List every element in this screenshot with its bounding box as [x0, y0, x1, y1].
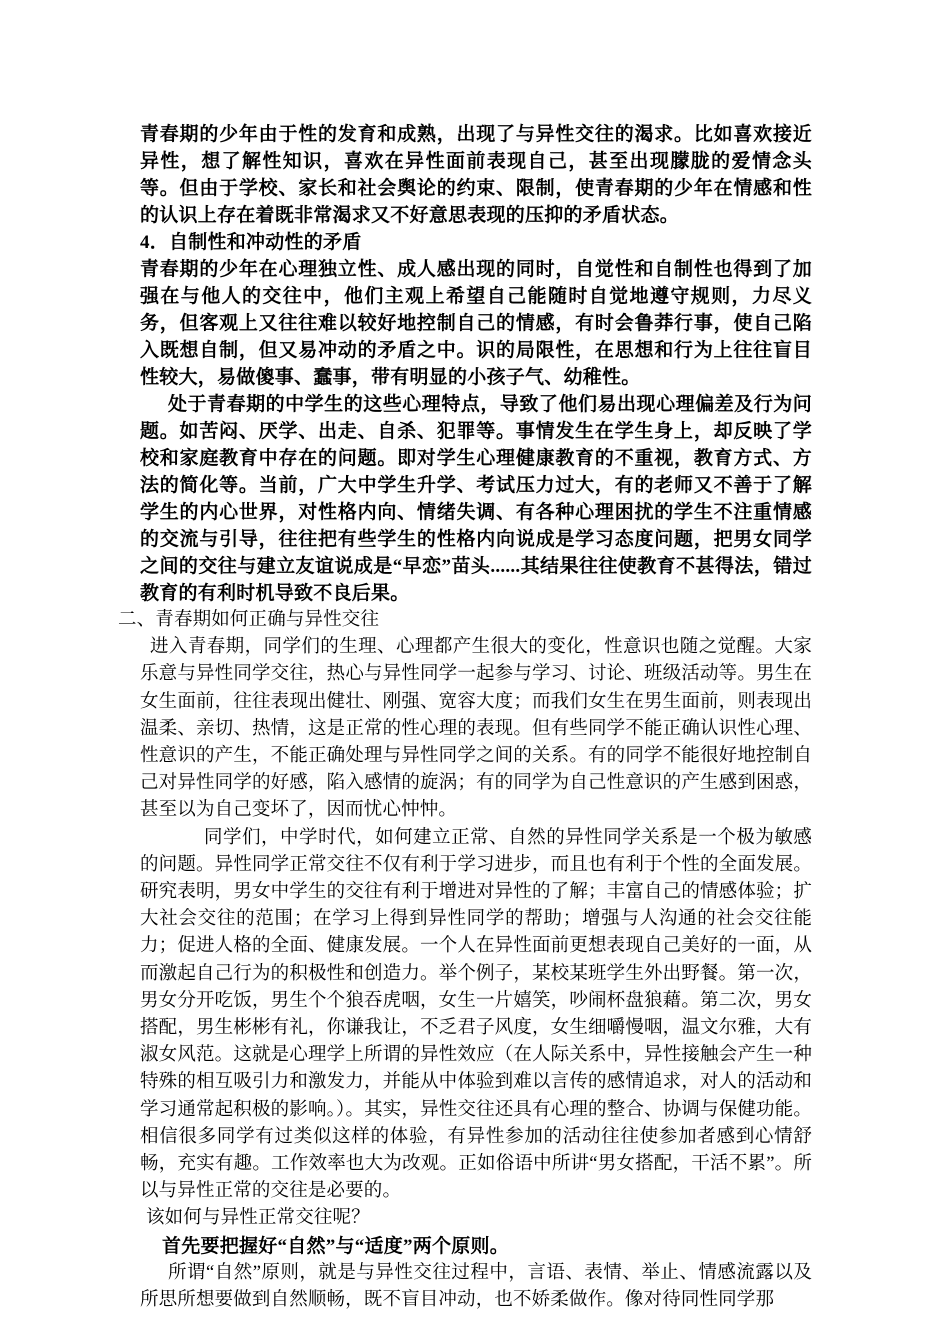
paragraph-classmates: 同学们，中学时代，如何建立正常、自然的异性同学关系是一个极为敏感的问题。异性同学正常交往不仅有利于学习进步，而且也有利于个性的全面发展。研究表明，男女中学生的交往有利于增进对异性的了解；丰富自己的情感体验；扩大社会交往的范围；在学习上得到异性同学的帮助；增强与人沟通的社会交往能力；促进人格的全面、健康发展。一个人在异性面前更想表现自己美好的一面，从而激起自己行为的积极性和创造力。举个例子，某校某班学生外出野餐。第一次，男女分开吃饭，男生个个狼吞虎咽，女生一片嬉笑，吵闹杯盘狼藉。第二次，男女搭配，男生彬彬有礼，你谦我让，不乏君子风度，女生细嚼慢咽，温文尔雅，大有淑女风范。这就是心理学上所谓的异性效应（在人际关系中，异性接触会产生一种特殊的相互吸引力和激发力，并能从中体验到难以言传的感情追求，对人的活动和学习通常起积极的影响。）。其实，异性交往还具有心理的整合、协调与保健功能。相信很多同学有过类似这样的体验，有异性参加的活动往往使参加者感到心情舒畅，充实有趣。工作效率也大为改观。正如俗语中所讲“男女搭配，干活不累”。所以与异性正常的交往是必要的。 — [140, 827, 812, 1202]
question-line: 该如何与异性正常交往呢？ — [146, 1208, 370, 1229]
paragraph-entering-puberty: 进入青春期，同学们的生理、心理都产生很大的变化，性意识也随之觉醒。大家乐意与异性同学交往，热心与异性同学一起参与学习、讨论、班级活动等。男生在女生面前，往往表现出健壮、刚强、宽容大度；而我们女生在男生面前，则表现出温柔、亲切、热情，这是正常的性心理的表现。但有些同学不能正确认识性心理、性意识的产生，不能正确处理与异性同学之间的关系。有的同学不能很好地控制自己对异性同学的好感，陷入感情的旋涡；有的同学为自己性意识的产生感到困惑，甚至以为自己变坏了，因而忧心忡忡。 — [140, 637, 812, 821]
paragraph-desire: 青春期的少年由于性的发育和成熟，出现了与异性交往的渴求。比如喜欢接近异性，想了解性知识，喜欢在异性面前表现自己，甚至出现朦胧的爱情念头等。但由于学校、家长和社会舆论的约束、限制，使青春期的少年在情感和性的认识上存在着既非常渴求又不好意思表现的压抑的矛盾状态。 — [140, 124, 812, 226]
paragraph-self-control: 青春期的少年在心理独立性、成人感出现的同时，自觉性和自制性也得到了加强在与他人的交往中，他们主观上希望自己能随时自觉地遵守规则，力尽义务，但客观上又往往难以较好地控制自己的情感，有时会鲁莽行事，使自己陷入既想自制，但又易冲动的矛盾之中。识的局限性，在思想和行为上往往盲目性较大，易做傻事、蠢事，带有明显的小孩子气、幼稚性。 — [140, 259, 812, 388]
paragraph-natural-principle: 所谓“自然”原则，就是与异性交往过程中，言语、表情、举止、情感流露以及所思所想要做到自然顺畅，既不盲目冲动，也不娇柔做作。像对待同性同学那 — [140, 1262, 812, 1310]
heading-self-control: 4．自制性和冲动性的矛盾 — [140, 232, 362, 253]
section-heading-2: 二、青春期如何正确与异性交往 — [118, 610, 380, 630]
principle-heading: 首先要把握好“自然”与“适度”两个原则。 — [162, 1235, 510, 1257]
document-body — [118, 121, 812, 1314]
paragraph-problems: 处于青春期的中学生的这些心理特点，导致了他们易出现心理偏差及行为问题。如苦闷、厌学、出走、自杀、犯罪等。事情发生在学生身上，却反映了学校和家庭教育中存在的问题。即对学生心理健康教育的不重视，教育方式、方法的简化等。当前，广大中学生升学、考试压力过大，有的老师又不善于了解学生的内心世界，对性格内向、情绪失调、有各种心理困扰的学生不注重情感的交流与引导，往往把有些学生的性格内向说成是学习态度问题，把男女同学之间的交往与建立友谊说成是“早恋”苗头......其结果往往使教育不甚得法，错过教育的有利时机导致不良后果。 — [140, 394, 812, 604]
